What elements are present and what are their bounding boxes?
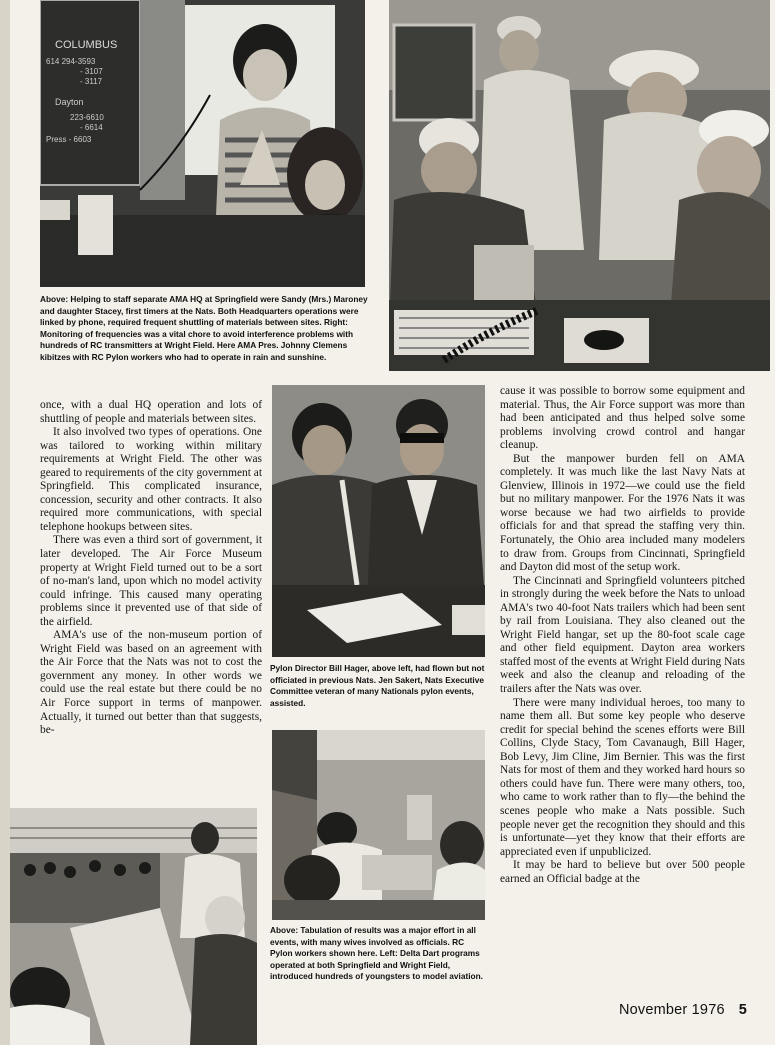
- board-line4: 223-6610: [70, 113, 104, 122]
- caption-pylon-director: Pylon Director Bill Hager, above left, had flown but not officiated in previous Nats. Jen Sakert, Nats Executive Committee veteran of many Nationals pylon events, assisted.: [270, 663, 485, 708]
- article-column-right: [500, 385, 745, 886]
- photo-delta-dart-program: [10, 808, 257, 1045]
- board-line3: - 3117: [80, 77, 103, 86]
- board-city2: Dayton: [55, 97, 84, 107]
- hq-phone-illustration: [40, 0, 365, 287]
- caption-hq-and-frequency: Above: Helping to staff separate AMA HQ at Springfield were Sandy (Mrs.) Maroney and daughter Stacey, first timers at the Nats. Both Headquarters operations were linked by phone, required frequent shuttling of materials between sites. Right: Monitoring of frequencies was a vital chore to avoid interference problems with hundreds of RC transmitters at Wright Field. Here AMA Pres. Johnny Clemens kibitzes with RC Pylon workers who had to operate in rain and sunshine.: [40, 294, 368, 362]
- paragraph: AMA's use of the non-museum portion of Wright Field was based on an agreement with the Air Force that the Nats was not to cost the government any money. In other words we could use the real estate but there could be no Air Force support in terms of manpower. Actually, it turned out better than that suggests, be-: [40, 629, 262, 737]
- article-column-left: [40, 399, 262, 738]
- paragraph: The Cincinnati and Springfield volunteers pitched in strongly during the week before the Nats to unload AMA's two 40-foot Nats trailers which had been sent by rail from Louisiana. They also cleaned out the Wright Field hangar, set up the 80-foot scale cage and other field equipment. Dayton area workers staffed most of the events at Wright Field during Nats week and also the cleanup and reloading of the trailers after the Nats was over.: [500, 574, 745, 696]
- delta-dart-illustration: [10, 808, 257, 1045]
- board-line6: Press - 6603: [46, 135, 92, 144]
- photo-frequency-monitoring: [389, 0, 770, 371]
- tabulation-illustration: [272, 730, 485, 920]
- board-line5: - 6614: [80, 123, 103, 132]
- photo-pylon-director: [272, 385, 485, 657]
- caption-tabulation-and-delta-dart: Above: Tabulation of results was a major effort in all events, with many wives involved as officials. RC Pylon workers shown here. Left: Delta Dart programs operated at both Springfield and Wright Field, introduced hundreds of youngsters to model aviation.: [270, 925, 483, 982]
- paragraph: There was even a third sort of government, it later developed. The Air Force Museum property at Wright Field turned out to be a sort of no-man's land, upon which no model activity could infringe. This caused many operating problems since it prevented use of that side of the airfield.: [40, 534, 262, 628]
- pylon-illustration: [272, 385, 485, 657]
- photo-hq-phone: [40, 0, 365, 287]
- issue-date: November 1976: [618, 1002, 725, 1018]
- page-number: 5: [738, 1002, 747, 1018]
- frequency-illustration: [389, 0, 770, 371]
- paragraph: cause it was possible to borrow some equipment and material. Thus, the Air Force support was more than had been anticipated and thus helped solve some problems involving crowd control and hangar cleanup.: [500, 385, 745, 452]
- board-city: COLUMBUS: [55, 39, 118, 51]
- photo-tabulation: [272, 730, 485, 920]
- page-edge: [0, 0, 10, 1045]
- board-line1: 614 294-3593: [46, 57, 96, 66]
- page-footer: [619, 1002, 747, 1018]
- paragraph: It may be hard to believe but over 500 people earned an Official badge at the: [500, 859, 745, 885]
- board-line2: - 3107: [80, 67, 103, 76]
- paragraph: But the manpower burden fell on AMA completely. It was much like the last Navy Nats at Glenview, Illinois in 1972—we could use the field but no military manpower. For the 1976 Nats it was worse because we had two airfields to provide officials for and that spread the staffing very thin. Fortunately, the Ohio area included many modelers to draw from. Groups from Cincinnati, Springfield and Dayton did most of the setup work.: [500, 452, 745, 574]
- paragraph: There were many individual heroes, too many to name them all. But some key people who deserve credit for special behind the scenes efforts were Bill Collins, Clyde Stacy, Tom Cavanaugh, Bill Hager, Bob Levy, Jim Cline, Jim Bernier. This was the first Nats for most of them and they worked hard hours so others could have fun. There were many others, too, who came to work rather than to fly—the behind the scenes people who make a Nats possible. Such people never get the recognition they should and this is unfortunate—yet they know that their efforts are appreciated even if unpublicized.: [500, 696, 745, 858]
- paragraph: It also involved two types of operations. One was tailored to working within military requirements at Wright Field. The other was geared to requirements of the city government at Springfield. This complicated insurance, concession, security and other contracts. It also required more communications, with special telephone hookups between sites.: [40, 426, 262, 533]
- paragraph: once, with a dual HQ operation and lots of shuttling of people and materials between sites.: [40, 399, 262, 425]
